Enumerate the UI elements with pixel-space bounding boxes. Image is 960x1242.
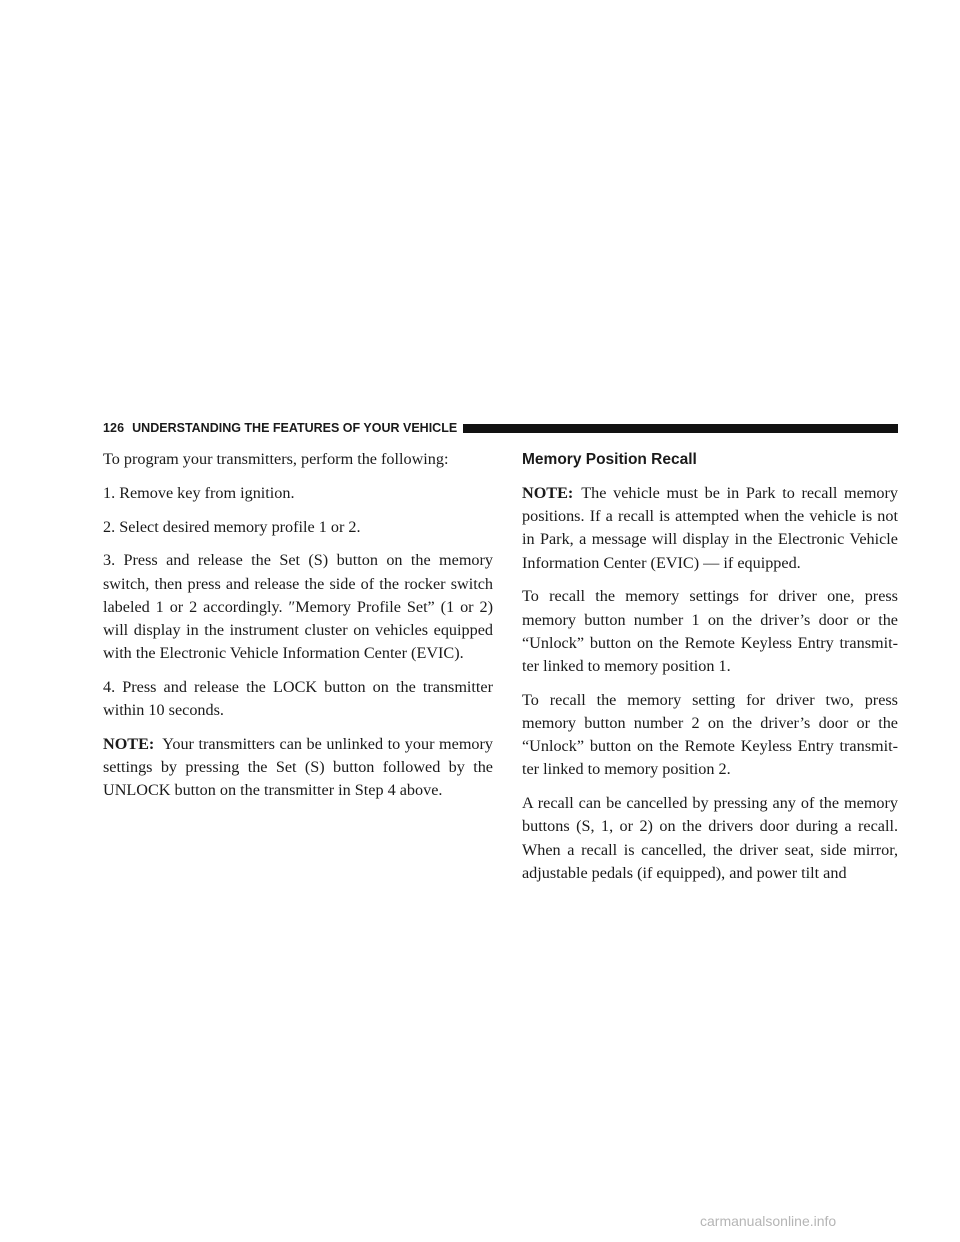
recall-driver-two: To recall the memory setting for driver two, press memory button number 2 on the driver’s door or the “Unlock” button on the Remote Keyless Entry transmit-ter linked to memory position 2.	[522, 690, 898, 779]
step-3: 3. Press and release the Set (S) button on the memory switch, then press and release the side of the rocker switch labeled 1 or 2 accordingly. ″Memory Profile Set” (1 or 2) will display in the instrument cluster on vehicles equipped with the Electronic Vehicle Information Center (EVIC).	[103, 551, 493, 663]
section-heading: Memory Position Recall	[522, 451, 697, 468]
unlink-note	[103, 733, 493, 803]
step-4: 4. Press and release the LOCK button on the transmitter within 10 seconds.	[103, 678, 493, 720]
site-watermark: carmanualsonline.info	[700, 1213, 837, 1229]
right-column	[522, 448, 898, 885]
step-2: 2. Select desired memory profile 1 or 2.	[103, 517, 361, 536]
recall-note	[522, 482, 898, 575]
step-1: 1. Remove key from ignition.	[103, 483, 295, 502]
intro-paragraph: To program your transmitters, perform the following:	[103, 450, 449, 468]
note-text: The vehicle must be in Park to recall memory positions. If a recall is attempted when the vehicle is not in Park, a message will display in the Electronic Vehicle Information Center (EVIC) — if equipped.	[522, 484, 898, 572]
header-rule	[463, 424, 898, 433]
note-label: NOTE:	[522, 484, 574, 502]
recall-driver-one: To recall the memory settings for driver one, press memory button number 1 on the driver’s door or the “Unlock” button on the Remote Keyless Entry transmit-ter linked to memory position 1.	[522, 587, 898, 676]
page-number: 126	[103, 421, 125, 435]
note-text: Your transmitters can be unlinked to your memory settings by pressing the Set (S) button followed by the UNLOCK button on the transmitter in Step 4 above.	[103, 735, 493, 800]
left-column	[103, 448, 493, 803]
recall-cancel: A recall can be cancelled by pressing any of the memory buttons (S, 1, or 2) on the drivers door during a recall. When a recall is cancelled, the driver seat, side mirror, adjustable pedals (if equipped), and power tilt and	[522, 794, 898, 882]
page-header	[103, 418, 898, 438]
section-title: UNDERSTANDING THE FEATURES OF YOUR VEHICLE	[132, 421, 458, 435]
note-label: NOTE:	[103, 735, 155, 753]
